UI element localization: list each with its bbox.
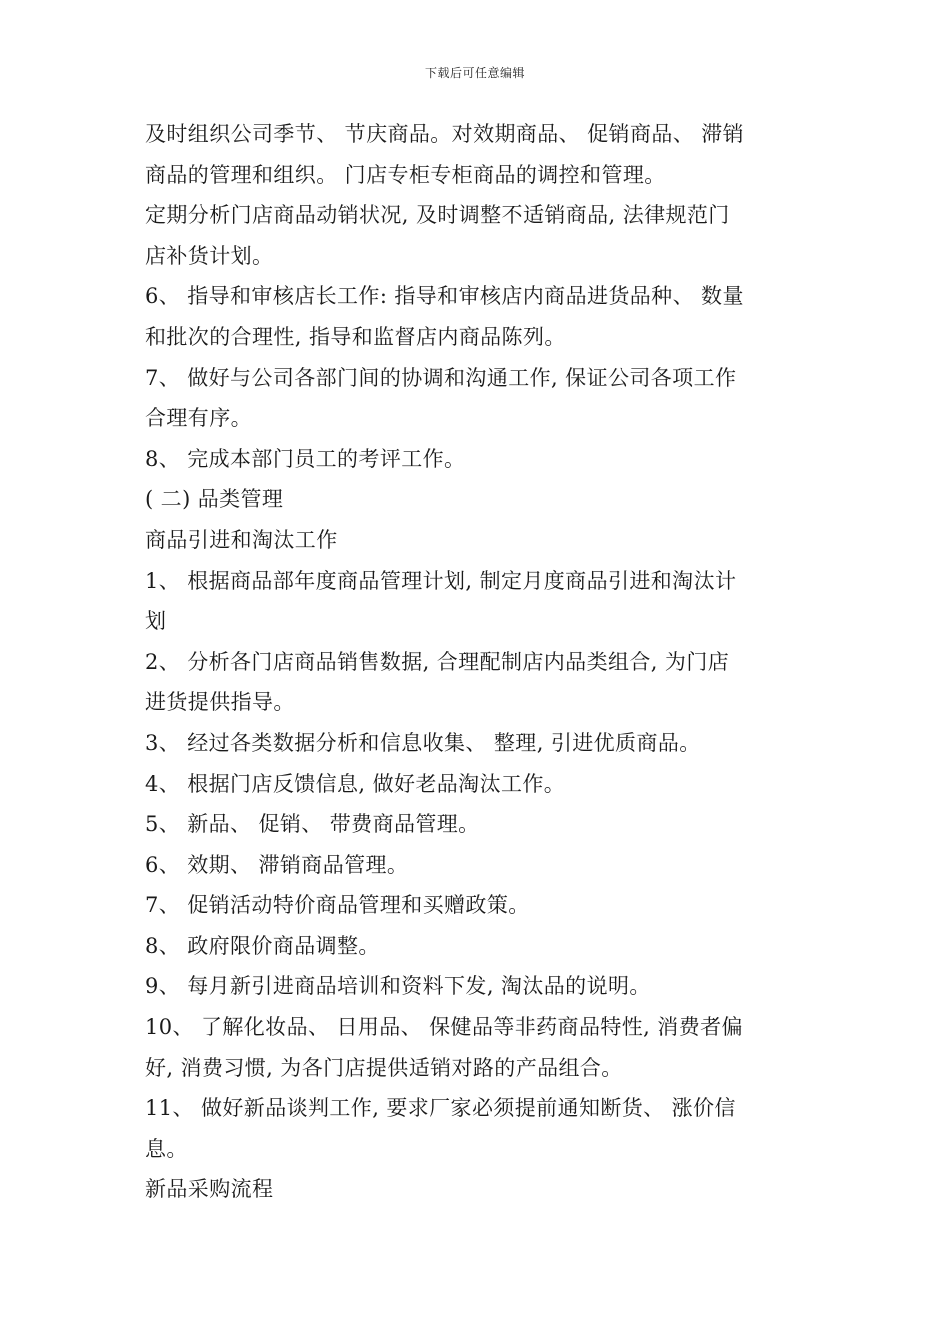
text-line: 1、 根据商品部年度商品管理计划, 制定月度商品引进和淘汰计 [145, 568, 737, 593]
text-line: 11、 做好新品谈判工作, 要求厂家必须提前通知断货、 涨价信 [145, 1096, 736, 1121]
text-line: 3、 经过各类数据分析和信息收集、 整理, 引进优质商品。 [145, 730, 701, 755]
text-line: 7、 促销活动特价商品管理和买赠政策。 [145, 893, 530, 918]
text-line: 商品的管理和组织。 门店专柜专柜商品的调控和管理。 [145, 162, 666, 187]
text-line: 定期分析门店商品动销状况, 及时调整不适销商品, 法律规范门 [145, 203, 730, 228]
text-line: 好, 消费习惯, 为各门店提供适销对路的产品组合。 [145, 1055, 623, 1080]
text-line: 8、 完成本部门员工的考评工作。 [145, 446, 466, 471]
text-line: 9、 每月新引进商品培训和资料下发, 淘汰品的说明。 [145, 974, 651, 999]
text-line: 息。 [145, 1136, 188, 1161]
section-heading: ( 二) 品类管理 [145, 487, 284, 512]
text-line: 6、 效期、 滞销商品管理。 [145, 852, 409, 877]
document-body [145, 114, 810, 1210]
text-line: 合理有序。 [145, 406, 252, 431]
subsection-heading: 新品采购流程 [145, 1177, 274, 1202]
text-line: 划 [145, 609, 167, 634]
text-line: 和批次的合理性, 指导和监督店内商品陈列。 [145, 324, 566, 349]
text-line: 8、 政府限价商品调整。 [145, 933, 380, 958]
text-line: 进货提供指导。 [145, 690, 295, 715]
text-line: 7、 做好与公司各部门间的协调和沟通工作, 保证公司各项工作 [145, 365, 737, 390]
text-line: 4、 根据门店反馈信息, 做好老品淘汰工作。 [145, 771, 566, 796]
text-line: 5、 新品、 促销、 带费商品管理。 [145, 812, 480, 837]
subsection-heading: 商品引进和淘汰工作 [145, 527, 338, 552]
text-line: 6、 指导和审核店长工作: 指导和审核店内商品进货品种、 数量 [145, 284, 744, 309]
text-line: 店补货计划。 [145, 243, 274, 268]
page-header: 下载后可任意编辑 [424, 66, 525, 80]
text-line: 2、 分析各门店商品销售数据, 合理配制店内品类组合, 为门店 [145, 649, 730, 674]
text-line: 10、 了解化妆品、 日用品、 保健品等非药商品特性, 消费者偏 [145, 1015, 743, 1040]
text-line: 及时组织公司季节、 节庆商品。对效期商品、 促销商品、 滞销 [145, 122, 745, 146]
